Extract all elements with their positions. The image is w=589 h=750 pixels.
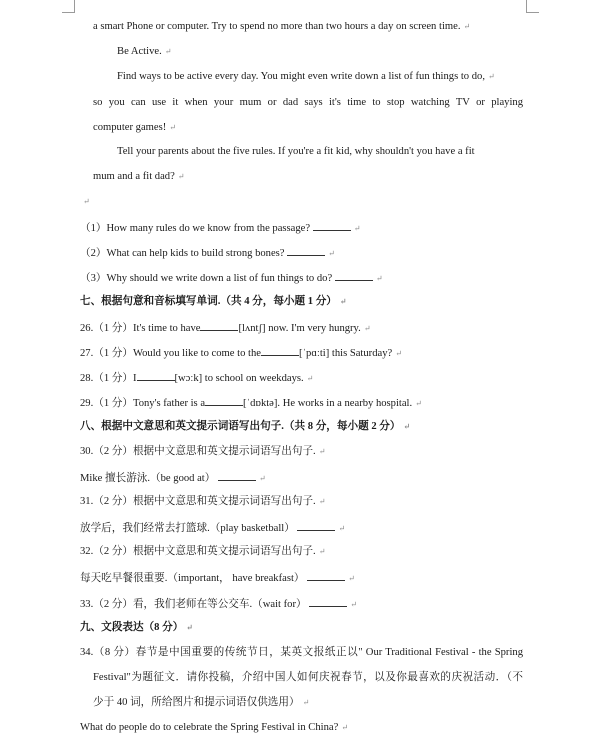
answer-blank[interactable] xyxy=(313,220,351,231)
question-34-line: 34.（8 分）春节是中国重要的传统节日，某英文报纸正以" Our Traditional Festival - the Spring xyxy=(80,647,523,658)
crop-mark-right xyxy=(526,0,539,13)
question-26: 26.（1 分）It's time to have [lʌntʃ] now. I'm very hungry. ↵ xyxy=(80,320,371,336)
passage-line: so you can use it when your mum or dad says it's time to stop watching TV or playing xyxy=(93,97,523,108)
answer-blank[interactable] xyxy=(200,320,238,331)
question-34-line: Festival"为题征文．请你投稿，介绍中国人如何庆祝春节，以及你最喜欢的庆祝活动．（不 xyxy=(93,672,523,683)
answer-blank[interactable] xyxy=(137,370,175,381)
crop-mark-left xyxy=(62,0,75,13)
answer-blank[interactable] xyxy=(218,470,256,481)
answer-blank[interactable] xyxy=(205,395,243,406)
section-8-title: 八、根据中文意思和英文提示词语写出句子.（共 8 分，每小题 2 分） ↵ xyxy=(80,421,411,432)
answer-blank[interactable] xyxy=(335,270,373,281)
section-7-title: 七、根据句意和音标填写单词.（共 4 分，每小题 1 分） ↵ xyxy=(80,296,347,307)
question-1: （1）How many rules do we know from the passage? ↵ xyxy=(80,220,360,236)
question-28: 28.（1 分）I [wɔːk] to school on weekdays. ↵ xyxy=(80,370,313,386)
empty-paragraph-mark: ↵ xyxy=(83,197,90,206)
answer-blank[interactable] xyxy=(309,596,347,607)
question-34-line: What do people do to celebrate the Spring Festival in China? ↵ xyxy=(80,722,349,733)
question-27: 27.（1 分）Would you like to come to the [ˈpɑːti] this Saturday? ↵ xyxy=(80,345,402,361)
question-32-prompt: 每天吃早餐很重要.（important， have breakfast） ↵ xyxy=(80,570,355,586)
question-30: 30.（2 分）根据中文意思和英文提示词语写出句子. ↵ xyxy=(80,446,326,457)
question-30-prompt: Mike 擅长游泳.（be good at） ↵ xyxy=(80,470,266,486)
passage-line: Tell your parents about the five rules. If you're a fit kid, why shouldn't you have a fit xyxy=(117,146,475,157)
answer-blank[interactable] xyxy=(287,245,325,256)
answer-blank[interactable] xyxy=(297,520,335,531)
question-34-line: 少于 40 词，所给图片和提示词语仅供选用） ↵ xyxy=(93,697,310,708)
question-3: （3）Why should we write down a list of fun things to do? ↵ xyxy=(80,270,383,286)
passage-line: mum and a fit dad? ↵ xyxy=(93,171,185,182)
passage-heading: Be Active. ↵ xyxy=(117,46,172,57)
question-33: 33.（2 分）看，我们老师在等公交车.（wait for） ↵ xyxy=(80,596,357,612)
question-31-prompt: 放学后，我们经常去打篮球.（play basketball） ↵ xyxy=(80,520,345,536)
question-31: 31.（2 分）根据中文意思和英文提示词语写出句子. ↵ xyxy=(80,496,326,507)
answer-blank[interactable] xyxy=(261,345,299,356)
passage-line: computer games! ↵ xyxy=(93,122,176,133)
answer-blank[interactable] xyxy=(307,570,345,581)
question-32: 32.（2 分）根据中文意思和英文提示词语写出句子. ↵ xyxy=(80,546,326,557)
question-2: （2）What can help kids to build strong bones? ↵ xyxy=(80,245,335,261)
section-9-title: 九、文段表达（8 分） ↵ xyxy=(80,622,193,633)
passage-line: a smart Phone or computer. Try to spend no more than two hours a day on screen time. ↵ xyxy=(93,21,471,32)
passage-line: Find ways to be active every day. You might even write down a list of fun things to do, ↵ xyxy=(117,71,495,82)
question-29: 29.（1 分）Tony's father is a [ˈdɒktə]. He works in a nearby hospital. ↵ xyxy=(80,395,422,411)
